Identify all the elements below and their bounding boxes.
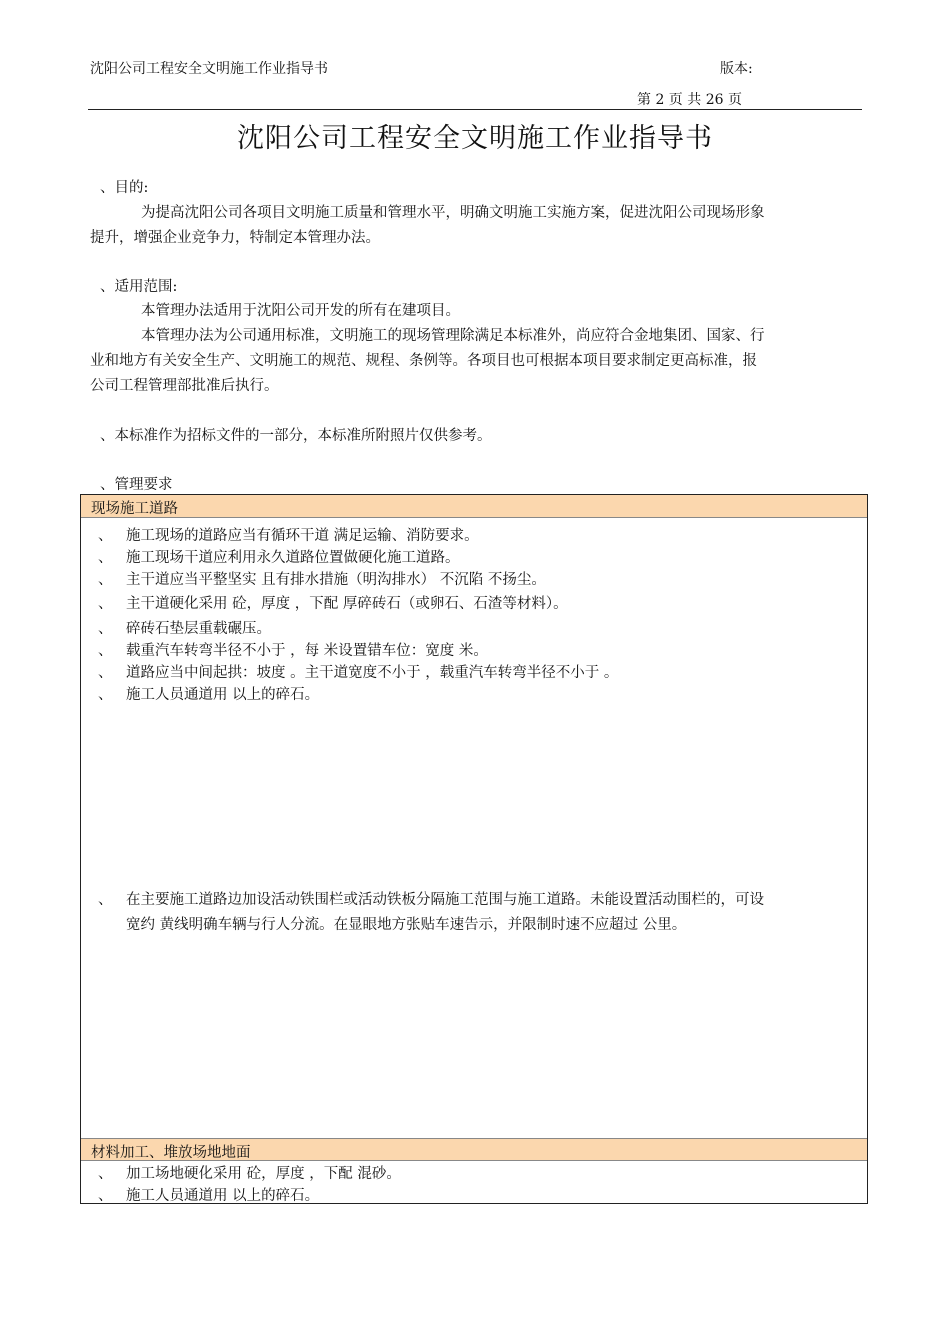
road-section-header	[81, 495, 867, 518]
requirements-heading: 、管理要求	[100, 477, 173, 493]
page-title: 沈阳公司工程安全文明施工作业指导书	[237, 123, 713, 154]
scope-p2-line-2: 业和地方有关安全生产、文明施工的规范、规程、条例等。各项目也可根据本项目要求制定更高标准，报	[90, 353, 757, 369]
road-item-2-text: 施工现场干道应利用永久道路位置做硬化施工道路。	[126, 550, 460, 566]
purpose-heading: 、目的:	[100, 180, 149, 196]
item-marker: 、	[98, 528, 113, 544]
road-item-7-text: 道路应当中间起拱：坡度 。主干道宽度不小于 ，载重汽车转弯半径不小于 。	[126, 665, 619, 681]
item-marker: 、	[98, 665, 113, 681]
road-item-8-text: 施工人员通道用 以上的碎石。	[126, 687, 320, 703]
scope-heading: 、适用范围:	[100, 279, 178, 295]
item-marker: 、	[98, 621, 113, 637]
scope-p2-line-3: 公司工程管理部批准后执行。	[90, 378, 279, 394]
material-item-2-text: 施工人员通道用 以上的碎石。	[126, 1188, 320, 1204]
header-rule	[88, 109, 862, 110]
header-version-label: 版本:	[720, 61, 753, 77]
item-marker: 、	[98, 572, 113, 588]
road-item-1-text: 施工现场的道路应当有循环干道 满足运输、消防要求。	[126, 528, 479, 544]
item-marker: 、	[98, 643, 113, 659]
scope-p1: 本管理办法适用于沈阳公司开发的所有在建项目。	[141, 303, 460, 319]
purpose-line-2: 提升，增强企业竞争力，特制定本管理办法。	[90, 230, 380, 246]
purpose-line-1: 为提高沈阳公司各项目文明施工质量和管理水平，明确文明施工实施方案，促进沈阳公司现场形象	[141, 205, 765, 221]
requirements-table	[80, 494, 868, 1204]
material-item-1-text: 加工场地硬化采用 砼，厚度 ，下配 混砂。	[126, 1166, 401, 1182]
road-fence-line-2: 宽约 黄线明确车辆与行人分流。在显眼地方张贴车速告示，并限制时速不应超过 公里。	[126, 917, 687, 933]
item-marker: 、	[98, 550, 113, 566]
item-marker: 、	[98, 596, 113, 612]
header-page-info: 第 2 页 共 26 页	[637, 92, 742, 108]
material-section-header	[81, 1138, 867, 1161]
road-item-3-text: 主干道应当平整坚实 且有排水措施（明沟排水） 不沉陷 不扬尘。	[126, 572, 546, 588]
tender-note: 、本标准作为招标文件的一部分，本标准所附照片仅供参考。	[100, 428, 492, 444]
scope-p2-line-1: 本管理办法为公司通用标准，文明施工的现场管理除满足本标准外，尚应符合金地集团、国家、行	[141, 328, 765, 344]
road-item-6-text: 载重汽车转弯半径不小于 ，每 米设置错车位：宽度 米。	[126, 643, 488, 659]
item-marker: 、	[98, 1188, 113, 1204]
road-fence-line-1: 在主要施工道路边加设活动铁围栏或活动铁板分隔施工范围与施工道路。未能设置活动围栏的，可设	[126, 892, 764, 908]
road-item-5-text: 碎砖石垫层重载碾压。	[126, 621, 271, 637]
road-item-4-text: 主干道硬化采用 砼，厚度 ，下配 厚碎砖石（或卵石、石渣等材料）。	[126, 596, 568, 612]
item-marker: 、	[98, 1166, 113, 1182]
item-marker: 、	[98, 892, 113, 908]
road-section-title: 现场施工道路	[91, 501, 178, 517]
item-marker: 、	[98, 687, 113, 703]
header-doc-name: 沈阳公司工程安全文明施工作业指导书	[90, 61, 328, 77]
material-section-title: 材料加工、堆放场地地面	[91, 1145, 251, 1161]
